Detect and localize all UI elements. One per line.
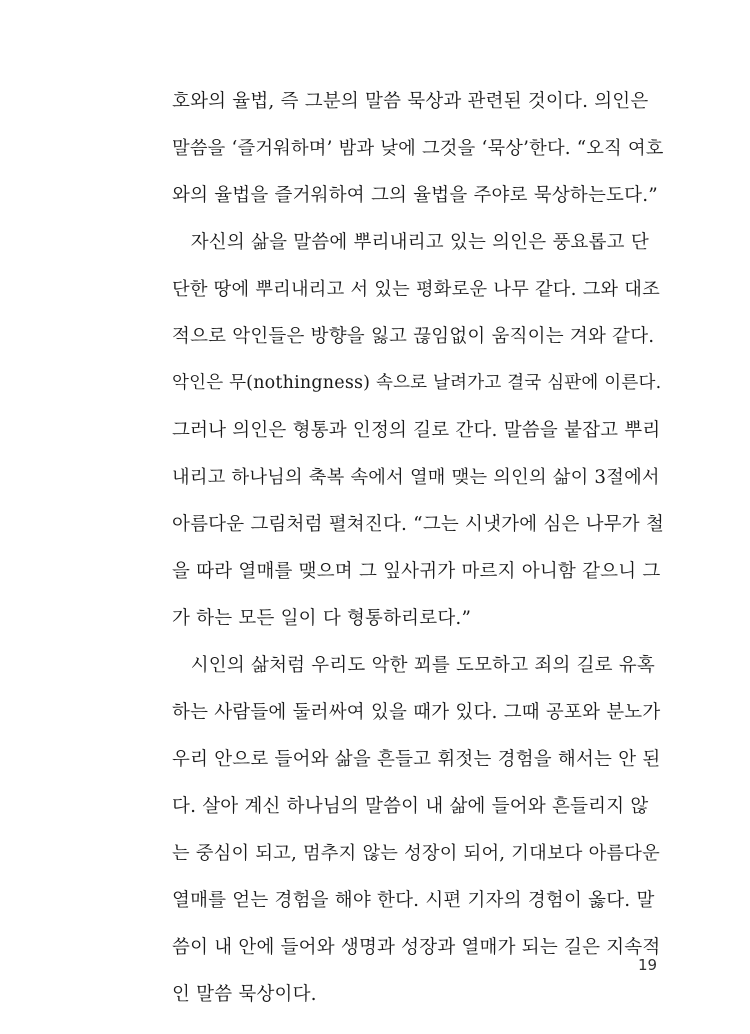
text-line: 적으로 악인들은 방향을 잃고 끊임없이 움직이는 겨와 같다. [172, 326, 655, 347]
page-body [172, 78, 665, 1018]
text-line: 을 따라 열매를 맺으며 그 잎사귀가 마르지 아니함 같으니 그 [172, 561, 661, 582]
text-line: 아름다운 그림처럼 펼쳐진다. “그는 시냇가에 심은 나무가 철 [172, 514, 665, 535]
text-line: 자신의 삶을 말씀에 뿌리내리고 있는 의인은 풍요롭고 단 [172, 232, 649, 253]
text-line: 그러나 의인은 형통과 인정의 길로 간다. 말씀을 붙잡고 뿌리 [172, 420, 661, 441]
text-line: 씀이 내 안에 들어와 생명과 성장과 열매가 되는 길은 지속적 [172, 937, 661, 958]
text-line: 다. 살아 계신 하나님의 말씀이 내 삶에 들어와 흔들리지 않 [172, 796, 649, 817]
text-line: 악인은 무(nothingness) 속으로 날려가고 결국 심판에 이른다. [172, 373, 662, 393]
text-line: 열매를 얻는 경험을 해야 한다. 시편 기자의 경험이 옳다. 말 [172, 890, 655, 911]
text-line: 시인의 삶처럼 우리도 악한 꾀를 도모하고 죄의 길로 유혹 [172, 655, 655, 676]
page-number: 19 [638, 956, 658, 974]
text-line: 가 하는 모든 일이 다 형통하리로다.” [172, 608, 472, 629]
text-line: 는 중심이 되고, 멈추지 않는 성장이 되어, 기대보다 아름다운 [172, 843, 660, 864]
text-line: 내리고 하나님의 축복 속에서 열매 맺는 의인의 삶이 3절에서 [172, 467, 660, 488]
text-line: 단한 땅에 뿌리내리고 서 있는 평화로운 나무 같다. 그와 대조 [172, 279, 660, 300]
text-line: 인 말씀 묵상이다. [172, 984, 317, 1005]
text-line: 호와의 율법, 즉 그분의 말씀 묵상과 관련된 것이다. 의인은 [172, 91, 649, 112]
text-line: 우리 안으로 들어와 삶을 흔들고 휘젓는 경험을 해서는 안 된 [172, 749, 661, 770]
text-line: 말씀을 ‘즐거워하며’ 밤과 낮에 그것을 ‘묵상’한다. “오직 여호 [172, 138, 664, 159]
text-line: 와의 율법을 즐거워하여 그의 율법을 주야로 묵상하는도다.” [172, 185, 658, 206]
text-line: 하는 사람들에 둘러싸여 있을 때가 있다. 그때 공포와 분노가 [172, 702, 661, 723]
